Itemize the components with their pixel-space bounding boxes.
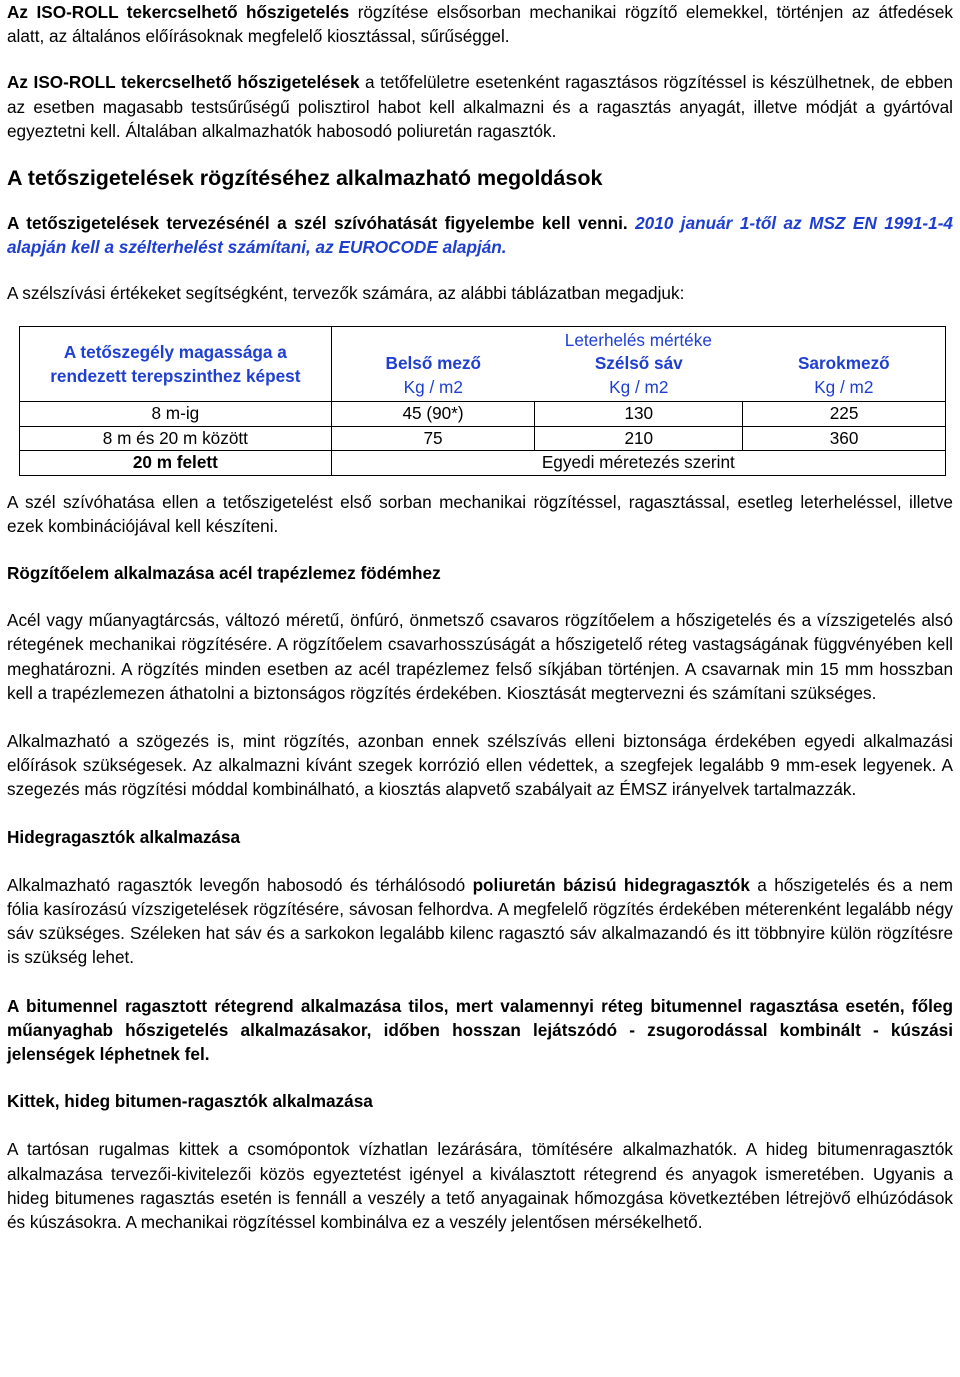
paragraph-iso-roll-fixing	[7, 0, 953, 48]
table-group-header: Leterhelés mértéke	[331, 326, 945, 352]
paragraph-iso-roll-gluing	[7, 70, 953, 143]
column-unit: Kg / m2	[403, 376, 463, 397]
subheading-kits-bitumen: Kittek, hideg bitumen-ragasztók alkalmazása	[7, 1091, 373, 1112]
column-header-sarokmezo	[743, 352, 946, 402]
row-label: 8 m és 20 m között	[20, 426, 332, 451]
bold-wind-note: A tetőszigetelések tervezésénél a szél szívóhatását figyelembe kell venni.	[7, 213, 628, 234]
table-corner-header: A tetőszegély magassága a rendezett terepszinthez képest	[20, 326, 332, 402]
merged-cell: Egyedi méretezés szerint	[331, 451, 945, 476]
wind-load-table	[19, 326, 946, 476]
paragraph-table-intro: A szélszívási értékeket segítségként, tervezők számára, az alábbi táblázatban megadjuk:	[7, 283, 685, 304]
subheading-cold-adhesives: Hidegragasztók alkalmazása	[7, 826, 241, 847]
cell-value: 225	[743, 402, 946, 427]
section-heading-fixing-solutions: A tetőszigetelések rögzítéséhez alkalmazható megoldások	[7, 166, 603, 191]
table-row	[20, 451, 946, 476]
paragraph-text: Alkalmazható ragasztók levegőn habosodó és térhálósodó	[7, 874, 473, 895]
cell-value: 45 (90*)	[331, 402, 535, 427]
table-row	[20, 402, 946, 427]
cell-value: 210	[535, 426, 743, 451]
paragraph-text: a tetőfelületre esetenként ragasztásos rögzítéssel is készülhetnek, de ebben az esetben magasabb testsűrűségű polisztirol habot kell alkalmazni és a ragasztás anyagát, illetve módját a gyártóval egyeztetni kell. Általában alkalmazhatók habosodó poliuretán ragasztók.	[7, 72, 953, 141]
column-name: Belső mező	[385, 353, 482, 374]
row-label: 8 m-ig	[20, 402, 332, 427]
row-label: 20 m felett	[20, 451, 332, 476]
table-header-row	[20, 326, 946, 352]
cell-value: 360	[743, 426, 946, 451]
column-unit: Kg / m2	[814, 376, 874, 397]
paragraph-screw-fixing: Acél vagy műanyagtárcsás, változó méretű, önfúró, önmetsző csavaros rögzítőelem a hőszigetelés és a vízszigetelés alsó rétegének mechanikai rögzítésére. A rögzítőelem csavarhosszúságát a hőszigetelő réteg vastagságának függvényében kell meghatározni. A rögzítés minden esetben az acél trapézlemez felső síkjában történjen. A csavarnak min 15 mm hosszban kell a trapézlemezen áthatolni a biztonságos rögzítés érdekében. Kiosztását megtervezni és számítani szükséges.	[7, 610, 953, 703]
column-name: Sarokmező	[797, 353, 890, 374]
paragraph-kits-bitumen: A tartósan rugalmas kittek a csomópontok vízhatlan lezárására, tömítésére alkalmazhatók. A hideg bitumenragasztók alkalmazása tervezői-kivitelezői közös egyeztetést igényel a kiválasztott rétegrend és anyagok ismeretében. Ugyanis a hideg bitumenes ragasztás esetén is fennáll a veszély a tető anyagainak hőmozgása következtében létrejövő elhúzódások és kúszásokra. A mechanikai rögzítéssel kombinálva ez a veszély jelentősen mérsékelhető.	[7, 1139, 953, 1233]
wind-load-table-wrapper	[7, 326, 953, 476]
table-row	[20, 426, 946, 451]
paragraph-bitumen-warning: A bitumennel ragasztott rétegrend alkalmazása tilos, mert valamennyi réteg bitumennel ragasztása esetén, főleg műanyaghab hőszigetelés alkalmazásakor, időben hosszan lejátszódó - zsugorodással kombinált - kúszási jelenségek léphetnek fel.	[7, 995, 953, 1065]
paragraph-text: a hőszigetelés és a nem fólia kasírozású vízszigetelések rögzítésére, sávosan felhordva. A megfelelő rögzítés érdekében méterenként legalább négy sáv szükséges. Széleken hat sáv és a sarkokon legalább kilenc ragasztó sáv alkalmazandó és itt többnyire külön rögzítésre is szükség lehet.	[7, 874, 953, 968]
column-name: Szélső sáv	[594, 353, 683, 374]
cell-value: 75	[331, 426, 535, 451]
paragraph-nailing: Alkalmazható a szögezés is, mint rögzítés, azonban ennek szélszívás elleni biztonsága érdekében egyedi alkalmazási előírások szükségesek. Az alkalmazni kívánt szegek korrózió ellen védettek, a szegfejek legalább 9 mm-esek legyenek. A szegezés más rögzítési móddal kombinálható, a kiosztás alapvető szabályait az ÉMSZ irányelvek tartalmazzák.	[7, 731, 953, 800]
paragraph-cold-adhesives	[7, 873, 953, 970]
column-header-belso-mezo	[331, 352, 535, 402]
bold-product-name: Az ISO-ROLL tekercselhető hőszigetelés	[7, 2, 350, 22]
bold-product-name: Az ISO-ROLL tekercselhető hőszigetelések	[7, 72, 360, 93]
paragraph-wind-protection: A szél szívóhatása ellen a tetőszigetelést első sorban mechanikai rögzítéssel, ragasztással, esetleg leterheléssel, illetve ezek kombinációjával kell készíteni.	[7, 491, 953, 536]
paragraph-text: rögzítése elsősorban mechanikai rögzítő elemekkel, történjen az átfedések alatt, az általános előírásoknak megfelelő kiosztással, sűrűséggel.	[7, 2, 953, 47]
cell-value: 130	[535, 402, 743, 427]
column-header-szelso-sav	[535, 352, 743, 402]
column-unit: Kg / m2	[609, 376, 669, 397]
paragraph-wind-suction	[7, 211, 953, 259]
subheading-trapezoid-fixing: Rögzítőelem alkalmazása acél trapézlemez födémhez	[7, 563, 441, 584]
eurocode-note: 2010 január 1-től az MSZ EN 1991-1-4 alapján kell a szélterhelést számítani, az EUROCODE alapján.	[7, 213, 953, 258]
bold-adhesive-type: poliuretán bázisú hidegragasztók	[472, 874, 750, 895]
